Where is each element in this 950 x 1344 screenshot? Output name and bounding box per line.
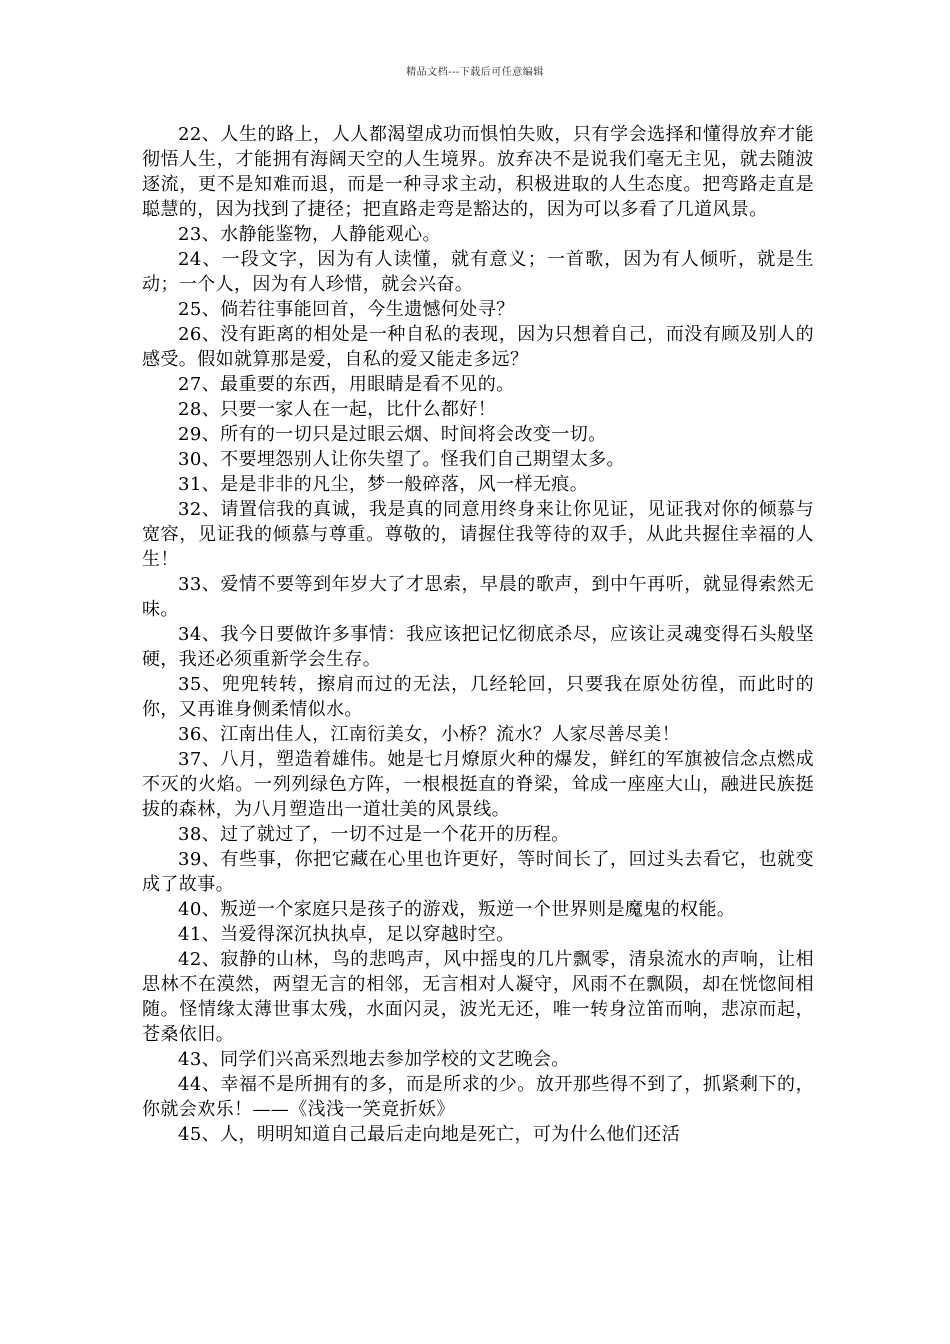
paragraph-39: 39、有些事，你把它藏在心里也许更好，等时间长了，回过头去看它，也就变成了故事。 bbox=[142, 849, 814, 895]
paragraph-36: 36、江南出佳人，江南衍美女，小桥？流水？人家尽善尽美！ bbox=[178, 724, 681, 745]
paragraph-32: 32、请置信我的真诚，我是真的同意用终身来让你见证，见证我对你的倾慕与宽容，见证我的倾慕与尊重。尊敬的，请握住我等待的双手，从此共握住幸福的人生！ bbox=[142, 499, 814, 570]
document-body bbox=[142, 122, 814, 1147]
paragraph-29: 29、所有的一切只是过眼云烟、时间将会改变一切。 bbox=[178, 424, 607, 445]
paragraph-43: 43、同学们兴高采烈地去参加学校的文艺晚会。 bbox=[178, 1049, 570, 1070]
paragraph-37: 37、八月，塑造着雄伟。她是七月燎原火种的爆发，鲜红的军旗被信念点燃成不灭的火焰。一列列绿色方阵，一根根挺直的脊梁，耸成一座座大山，融进民族挺拔的森林，为八月塑造出一道壮美的风景线。 bbox=[142, 749, 814, 820]
paragraph-45: 45、人，明明知道自己最后走向地是死亡，可为什么他们还活 bbox=[178, 1124, 681, 1145]
paragraph-40: 40、叛逆一个家庭只是孩子的游戏，叛逆一个世界则是魔鬼的权能。 bbox=[178, 899, 736, 920]
paragraph-27: 27、最重要的东西，用眼睛是看不见的。 bbox=[178, 374, 515, 395]
paragraph-41: 41、当爱得深沉执执卓，足以穿越时空。 bbox=[178, 924, 515, 945]
paragraph-30: 30、不要埋怨别人让你失望了。怪我们自己期望太多。 bbox=[178, 449, 625, 470]
paragraph-35: 35、兜兜转转，擦肩而过的无法，几经轮回，只要我在原处彷徨，而此时的你，又再谁身侧柔情似水。 bbox=[142, 674, 814, 720]
paragraph-23: 23、水静能鉴物，人静能观心。 bbox=[178, 224, 441, 245]
paragraph-25: 25、倘若往事能回首，今生遗憾何处寻？ bbox=[178, 299, 515, 320]
paragraph-38: 38、过了就过了，一切不过是一个花开的历程。 bbox=[178, 824, 570, 845]
paragraph-42: 42、寂静的山林，鸟的悲鸣声，风中摇曳的几片飘零，清泉流水的声响，让相思林不在漠然，两望无言的相邻，无言相对人凝守，风雨不在飘陨，却在恍惚间相随。怪情缘太薄世事太残，水面闪灵，波光无还，唯一转身泣笛而响，悲凉而起，苍桑依旧。 bbox=[142, 949, 814, 1045]
paragraph-44: 44、幸福不是所拥有的多，而是所求的少。放开那些得不到了，抓紧剩下的，你就会欢乐！——《浅浅一笑竟折妖》 bbox=[142, 1074, 814, 1120]
page-header: 精品文档---下载后可任意编辑 bbox=[406, 67, 544, 78]
paragraph-24: 24、一段文字，因为有人读懂，就有意义；一首歌，因为有人倾听，就是生动；一个人，因为有人珍惜，就会兴奋。 bbox=[142, 249, 814, 295]
paragraph-28: 28、只要一家人在一起，比什么都好！ bbox=[178, 399, 497, 420]
paragraph-34: 34、我今日要做许多事情：我应该把记忆彻底杀尽，应该让灵魂变得石头般坚硬，我还必须重新学会生存。 bbox=[142, 624, 814, 670]
paragraph-31: 31、是是非非的凡尘，梦一般碎落，风一样无痕。 bbox=[178, 474, 589, 495]
paragraph-22: 22、人生的路上，人人都渴望成功而惧怕失败，只有学会选择和懂得放弃才能彻悟人生，才能拥有海阔天空的人生境界。放弃决不是说我们毫无主见，就去随波逐流，更不是知难而退，而是一种寻求主动，积极进取的人生态度。把弯路走直是聪慧的，因为找到了捷径；把直路走弯是豁达的，因为可以多看了几道风景。 bbox=[142, 124, 814, 220]
paragraph-33: 33、爱情不要等到年岁大了才思索，早晨的歌声，到中午再听，就显得索然无味。 bbox=[142, 574, 814, 620]
paragraph-26: 26、没有距离的相处是一种自私的表现，因为只想着自己，而没有顾及别人的感受。假如就算那是爱，自私的爱又能走多远？ bbox=[142, 324, 814, 370]
